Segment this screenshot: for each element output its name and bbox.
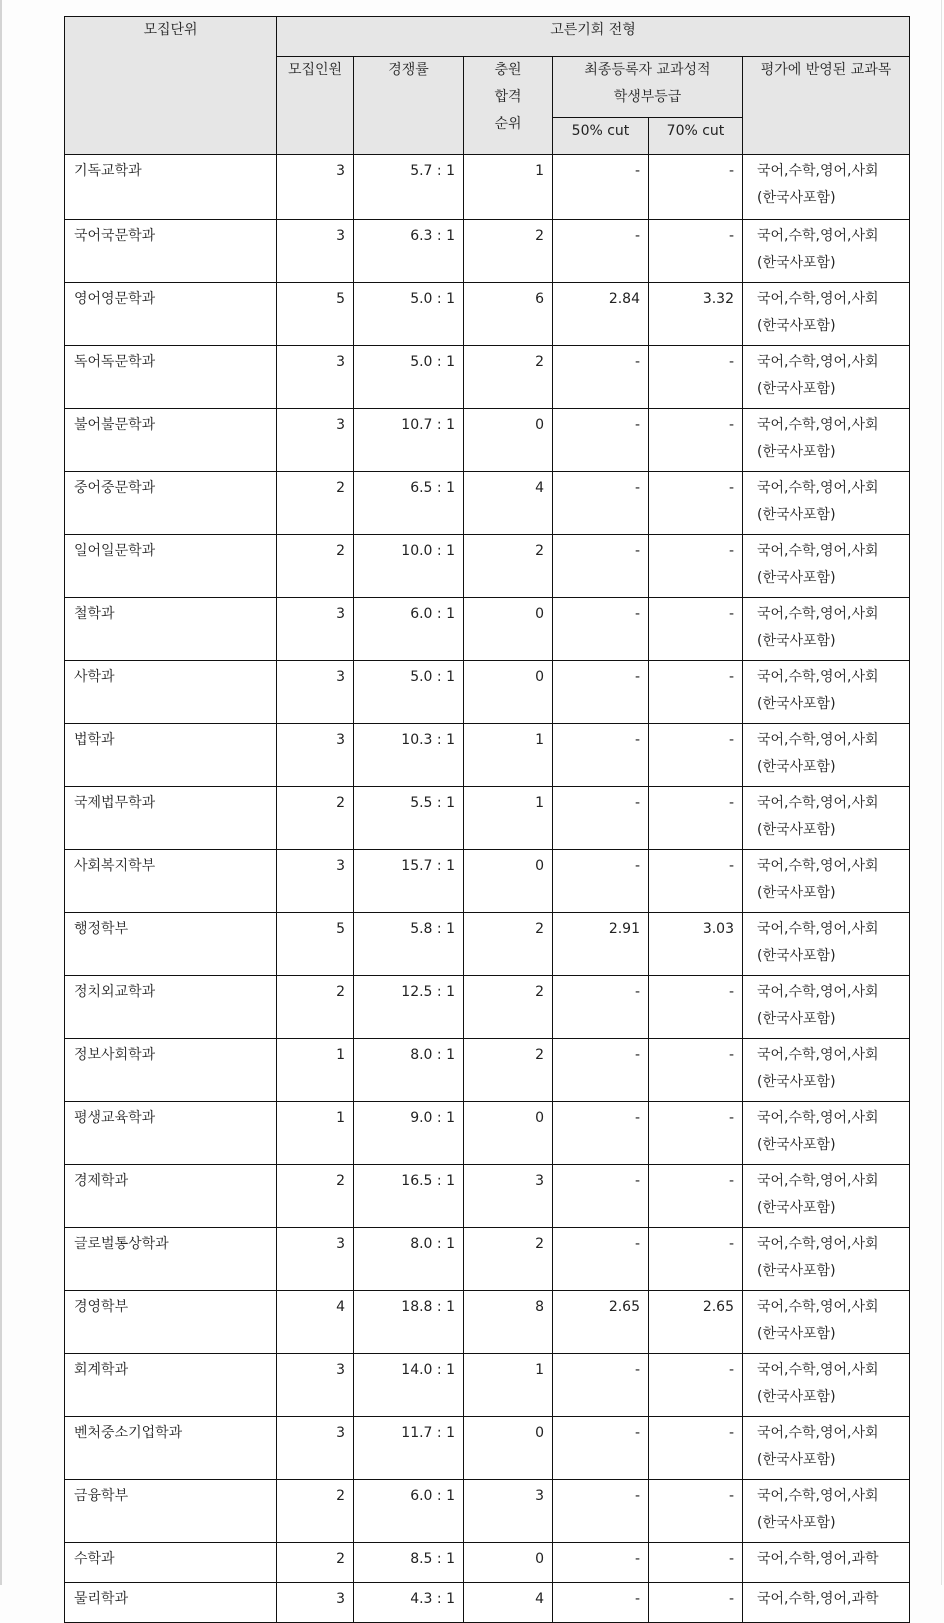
quota-cell: 2 bbox=[277, 787, 354, 850]
table-row bbox=[65, 346, 910, 409]
competition-rate-cell: 18.8 : 1 bbox=[354, 1291, 464, 1354]
department-name-cell: 경영학부 bbox=[65, 1291, 277, 1354]
competition-rate-cell: 5.0 : 1 bbox=[354, 661, 464, 724]
quota-cell: 2 bbox=[277, 535, 354, 598]
cut50-cell: - bbox=[553, 1165, 649, 1228]
quota-cell: 3 bbox=[277, 661, 354, 724]
subjects-cell bbox=[743, 1291, 910, 1354]
cut70-cell: - bbox=[649, 1039, 743, 1102]
cut50-cell: - bbox=[553, 787, 649, 850]
department-name-cell: 평생교육학과 bbox=[65, 1102, 277, 1165]
waitlist-rank-cell: 2 bbox=[464, 346, 553, 409]
quota-cell: 1 bbox=[277, 1102, 354, 1165]
waitlist-rank-cell: 6 bbox=[464, 283, 553, 346]
table-row bbox=[65, 472, 910, 535]
cut50-cell: - bbox=[553, 1354, 649, 1417]
subjects-line: (한국사포함) bbox=[757, 444, 836, 460]
quota-cell: 3 bbox=[277, 724, 354, 787]
waitlist-rank-cell: 2 bbox=[464, 976, 553, 1039]
competition-rate-cell: 8.0 : 1 bbox=[354, 1228, 464, 1291]
competition-rate-cell: 15.7 : 1 bbox=[354, 850, 464, 913]
cut70-cell: - bbox=[649, 409, 743, 472]
table-row bbox=[65, 976, 910, 1039]
department-name-cell: 사회복지학부 bbox=[65, 850, 277, 913]
subjects-cell bbox=[743, 724, 910, 787]
waitlist-rank-cell: 3 bbox=[464, 1480, 553, 1543]
subjects-cell bbox=[743, 1354, 910, 1417]
subjects-cell bbox=[743, 283, 910, 346]
competition-rate-cell: 5.8 : 1 bbox=[354, 913, 464, 976]
department-name-cell: 회계학과 bbox=[65, 1354, 277, 1417]
cut70-cell: - bbox=[649, 155, 743, 220]
subjects-line: 국어,수학,영어,과학 bbox=[757, 1551, 879, 1567]
subjects-line: 국어,수학,영어,사회 bbox=[757, 1236, 879, 1252]
header-grade-line: 최종등록자 교과성적 bbox=[584, 62, 711, 78]
subjects-line: (한국사포함) bbox=[757, 190, 836, 206]
table-row bbox=[65, 1417, 910, 1480]
department-name-cell: 정치외교학과 bbox=[65, 976, 277, 1039]
cut50-cell: - bbox=[553, 155, 649, 220]
subjects-line: 국어,수학,영어,사회 bbox=[757, 163, 879, 179]
competition-rate-cell: 12.5 : 1 bbox=[354, 976, 464, 1039]
subjects-cell bbox=[743, 1228, 910, 1291]
header-group: 고른기회 전형 bbox=[277, 17, 910, 57]
quota-cell: 5 bbox=[277, 283, 354, 346]
admission-results-table bbox=[64, 16, 910, 1623]
competition-rate-cell: 5.0 : 1 bbox=[354, 346, 464, 409]
department-name-cell: 행정학부 bbox=[65, 913, 277, 976]
subjects-line: (한국사포함) bbox=[757, 948, 836, 964]
cut70-cell: - bbox=[649, 1583, 743, 1623]
department-name-cell: 기독교학과 bbox=[65, 155, 277, 220]
subjects-cell bbox=[743, 661, 910, 724]
subjects-line: (한국사포함) bbox=[757, 507, 836, 523]
quota-cell: 3 bbox=[277, 1417, 354, 1480]
cut70-cell: 3.03 bbox=[649, 913, 743, 976]
waitlist-rank-cell: 2 bbox=[464, 1039, 553, 1102]
cut50-cell: - bbox=[553, 1480, 649, 1543]
quota-cell: 5 bbox=[277, 913, 354, 976]
subjects-line: (한국사포함) bbox=[757, 759, 836, 775]
cut50-cell: - bbox=[553, 1102, 649, 1165]
table-row bbox=[65, 1039, 910, 1102]
waitlist-rank-cell: 0 bbox=[464, 850, 553, 913]
table-row bbox=[65, 1583, 910, 1623]
cut50-cell: - bbox=[553, 661, 649, 724]
cut50-cell: 2.84 bbox=[553, 283, 649, 346]
cut70-cell: - bbox=[649, 1228, 743, 1291]
subjects-line: 국어,수학,영어,사회 bbox=[757, 228, 879, 244]
subjects-line: (한국사포함) bbox=[757, 1515, 836, 1531]
subjects-cell bbox=[743, 220, 910, 283]
subjects-cell bbox=[743, 155, 910, 220]
subjects-cell bbox=[743, 1583, 910, 1623]
cut70-cell: - bbox=[649, 787, 743, 850]
subjects-cell bbox=[743, 535, 910, 598]
quota-cell: 2 bbox=[277, 1165, 354, 1228]
header-waitlist bbox=[464, 57, 553, 155]
competition-rate-cell: 5.5 : 1 bbox=[354, 787, 464, 850]
subjects-cell bbox=[743, 913, 910, 976]
department-name-cell: 글로벌통상학과 bbox=[65, 1228, 277, 1291]
quota-cell: 3 bbox=[277, 598, 354, 661]
table-row bbox=[65, 220, 910, 283]
competition-rate-cell: 4.3 : 1 bbox=[354, 1583, 464, 1623]
waitlist-rank-cell: 2 bbox=[464, 220, 553, 283]
cut70-cell: - bbox=[649, 1165, 743, 1228]
department-name-cell: 일어일문학과 bbox=[65, 535, 277, 598]
department-name-cell: 금융학부 bbox=[65, 1480, 277, 1543]
cut70-cell: - bbox=[649, 535, 743, 598]
department-name-cell: 철학과 bbox=[65, 598, 277, 661]
subjects-line: 국어,수학,영어,사회 bbox=[757, 1047, 879, 1063]
cut70-cell: - bbox=[649, 220, 743, 283]
competition-rate-cell: 10.3 : 1 bbox=[354, 724, 464, 787]
table-row bbox=[65, 1102, 910, 1165]
header-subjects: 평가에 반영된 교과목 bbox=[743, 57, 910, 155]
subjects-cell bbox=[743, 1102, 910, 1165]
subjects-line: (한국사포함) bbox=[757, 381, 836, 397]
subjects-line: (한국사포함) bbox=[757, 1074, 836, 1090]
subjects-cell bbox=[743, 976, 910, 1039]
header-quota: 모집인원 bbox=[277, 57, 354, 155]
table-row bbox=[65, 409, 910, 472]
subjects-line: (한국사포함) bbox=[757, 1011, 836, 1027]
waitlist-rank-cell: 8 bbox=[464, 1291, 553, 1354]
department-name-cell: 영어영문학과 bbox=[65, 283, 277, 346]
cut50-cell: - bbox=[553, 1039, 649, 1102]
cut50-cell: - bbox=[553, 1228, 649, 1291]
competition-rate-cell: 16.5 : 1 bbox=[354, 1165, 464, 1228]
subjects-line: 국어,수학,영어,사회 bbox=[757, 354, 879, 370]
subjects-line: (한국사포함) bbox=[757, 1452, 836, 1468]
cut50-cell: - bbox=[553, 346, 649, 409]
quota-cell: 2 bbox=[277, 1480, 354, 1543]
subjects-line: 국어,수학,영어,사회 bbox=[757, 1110, 879, 1126]
subjects-line: 국어,수학,영어,사회 bbox=[757, 417, 879, 433]
department-name-cell: 중어중문학과 bbox=[65, 472, 277, 535]
department-name-cell: 불어불문학과 bbox=[65, 409, 277, 472]
competition-rate-cell: 6.0 : 1 bbox=[354, 1480, 464, 1543]
subjects-line: (한국사포함) bbox=[757, 570, 836, 586]
table-row bbox=[65, 1291, 910, 1354]
header-waitlist-line: 순위 bbox=[494, 116, 522, 132]
subjects-cell bbox=[743, 1543, 910, 1583]
subjects-line: 국어,수학,영어,사회 bbox=[757, 921, 879, 937]
table-row bbox=[65, 155, 910, 220]
subjects-line: (한국사포함) bbox=[757, 1389, 836, 1405]
cut70-cell: - bbox=[649, 598, 743, 661]
subjects-line: 국어,수학,영어,사회 bbox=[757, 984, 879, 1000]
subjects-line: 국어,수학,영어,과학 bbox=[757, 1591, 879, 1607]
table-row bbox=[65, 724, 910, 787]
cut50-cell: - bbox=[553, 976, 649, 1039]
table-row bbox=[65, 850, 910, 913]
subjects-cell bbox=[743, 409, 910, 472]
waitlist-rank-cell: 0 bbox=[464, 598, 553, 661]
competition-rate-cell: 6.3 : 1 bbox=[354, 220, 464, 283]
cut50-cell: - bbox=[553, 472, 649, 535]
subjects-line: 국어,수학,영어,사회 bbox=[757, 543, 879, 559]
subjects-cell bbox=[743, 1417, 910, 1480]
waitlist-rank-cell: 0 bbox=[464, 661, 553, 724]
subjects-line: (한국사포함) bbox=[757, 1326, 836, 1342]
department-name-cell: 법학과 bbox=[65, 724, 277, 787]
subjects-cell bbox=[743, 1039, 910, 1102]
department-name-cell: 경제학과 bbox=[65, 1165, 277, 1228]
cut50-cell: - bbox=[553, 724, 649, 787]
subjects-line: 국어,수학,영어,사회 bbox=[757, 1299, 879, 1315]
subjects-line: (한국사포함) bbox=[757, 1137, 836, 1153]
table-row bbox=[65, 1228, 910, 1291]
table-row bbox=[65, 535, 910, 598]
header-waitlist-line: 합격 bbox=[494, 89, 522, 105]
quota-cell: 3 bbox=[277, 850, 354, 913]
table-row bbox=[65, 913, 910, 976]
subjects-line: 국어,수학,영어,사회 bbox=[757, 606, 879, 622]
cut70-cell: - bbox=[649, 1354, 743, 1417]
subjects-line: (한국사포함) bbox=[757, 696, 836, 712]
quota-cell: 3 bbox=[277, 220, 354, 283]
waitlist-rank-cell: 4 bbox=[464, 472, 553, 535]
waitlist-rank-cell: 2 bbox=[464, 913, 553, 976]
department-name-cell: 사학과 bbox=[65, 661, 277, 724]
competition-rate-cell: 6.0 : 1 bbox=[354, 598, 464, 661]
subjects-line: (한국사포함) bbox=[757, 255, 836, 271]
header-unit: 모집단위 bbox=[65, 17, 277, 155]
cut70-cell: - bbox=[649, 661, 743, 724]
header-grade-group bbox=[553, 57, 743, 118]
department-name-cell: 수학과 bbox=[65, 1543, 277, 1583]
table-row bbox=[65, 661, 910, 724]
table-body bbox=[65, 155, 910, 1623]
competition-rate-cell: 8.5 : 1 bbox=[354, 1543, 464, 1583]
subjects-line: (한국사포함) bbox=[757, 885, 836, 901]
subjects-cell bbox=[743, 598, 910, 661]
table-row bbox=[65, 1354, 910, 1417]
quota-cell: 1 bbox=[277, 1039, 354, 1102]
department-name-cell: 국어국문학과 bbox=[65, 220, 277, 283]
department-name-cell: 국제법무학과 bbox=[65, 787, 277, 850]
cut70-cell: - bbox=[649, 724, 743, 787]
cut50-cell: - bbox=[553, 1543, 649, 1583]
quota-cell: 3 bbox=[277, 346, 354, 409]
competition-rate-cell: 6.5 : 1 bbox=[354, 472, 464, 535]
competition-rate-cell: 5.7 : 1 bbox=[354, 155, 464, 220]
competition-rate-cell: 11.7 : 1 bbox=[354, 1417, 464, 1480]
cut70-cell: 2.65 bbox=[649, 1291, 743, 1354]
cut50-cell: - bbox=[553, 535, 649, 598]
department-name-cell: 벤처중소기업학과 bbox=[65, 1417, 277, 1480]
quota-cell: 2 bbox=[277, 472, 354, 535]
waitlist-rank-cell: 1 bbox=[464, 155, 553, 220]
waitlist-rank-cell: 2 bbox=[464, 535, 553, 598]
cut50-cell: 2.91 bbox=[553, 913, 649, 976]
subjects-cell bbox=[743, 850, 910, 913]
header-grade-line: 학생부등급 bbox=[613, 89, 682, 105]
header-competition: 경쟁률 bbox=[354, 57, 464, 155]
subjects-line: 국어,수학,영어,사회 bbox=[757, 291, 879, 307]
subjects-line: 국어,수학,영어,사회 bbox=[757, 1362, 879, 1378]
subjects-line: 국어,수학,영어,사회 bbox=[757, 1488, 879, 1504]
cut70-cell: - bbox=[649, 1543, 743, 1583]
department-name-cell: 정보사회학과 bbox=[65, 1039, 277, 1102]
waitlist-rank-cell: 2 bbox=[464, 1228, 553, 1291]
header-cut70: 70% cut bbox=[649, 118, 743, 155]
cut50-cell: - bbox=[553, 409, 649, 472]
subjects-cell bbox=[743, 1480, 910, 1543]
subjects-line: 국어,수학,영어,사회 bbox=[757, 732, 879, 748]
competition-rate-cell: 9.0 : 1 bbox=[354, 1102, 464, 1165]
subjects-line: 국어,수학,영어,사회 bbox=[757, 795, 879, 811]
table-row bbox=[65, 1543, 910, 1583]
competition-rate-cell: 8.0 : 1 bbox=[354, 1039, 464, 1102]
quota-cell: 3 bbox=[277, 1354, 354, 1417]
subjects-cell bbox=[743, 472, 910, 535]
department-name-cell: 물리학과 bbox=[65, 1583, 277, 1623]
waitlist-rank-cell: 3 bbox=[464, 1165, 553, 1228]
subjects-line: 국어,수학,영어,사회 bbox=[757, 1425, 879, 1441]
subjects-cell bbox=[743, 346, 910, 409]
cut50-cell: - bbox=[553, 1583, 649, 1623]
cut70-cell: - bbox=[649, 472, 743, 535]
cut50-cell: - bbox=[553, 598, 649, 661]
cut50-cell: - bbox=[553, 1417, 649, 1480]
cut70-cell: 3.32 bbox=[649, 283, 743, 346]
quota-cell: 3 bbox=[277, 1228, 354, 1291]
subjects-line: (한국사포함) bbox=[757, 822, 836, 838]
table-row bbox=[65, 1165, 910, 1228]
waitlist-rank-cell: 0 bbox=[464, 409, 553, 472]
cut70-cell: - bbox=[649, 1480, 743, 1543]
cut70-cell: - bbox=[649, 1417, 743, 1480]
table-row bbox=[65, 283, 910, 346]
cut50-cell: - bbox=[553, 220, 649, 283]
table-header bbox=[65, 17, 910, 155]
table-row bbox=[65, 598, 910, 661]
cut70-cell: - bbox=[649, 346, 743, 409]
cut70-cell: - bbox=[649, 850, 743, 913]
header-waitlist-line: 충원 bbox=[494, 62, 522, 78]
competition-rate-cell: 5.0 : 1 bbox=[354, 283, 464, 346]
quota-cell: 2 bbox=[277, 976, 354, 1039]
quota-cell: 2 bbox=[277, 1543, 354, 1583]
quota-cell: 3 bbox=[277, 409, 354, 472]
subjects-line: (한국사포함) bbox=[757, 1200, 836, 1216]
subjects-line: (한국사포함) bbox=[757, 318, 836, 334]
cut50-cell: 2.65 bbox=[553, 1291, 649, 1354]
cut70-cell: - bbox=[649, 976, 743, 1039]
subjects-line: 국어,수학,영어,사회 bbox=[757, 669, 879, 685]
waitlist-rank-cell: 0 bbox=[464, 1417, 553, 1480]
table-row bbox=[65, 1480, 910, 1543]
table-row bbox=[65, 787, 910, 850]
waitlist-rank-cell: 0 bbox=[464, 1543, 553, 1583]
competition-rate-cell: 10.7 : 1 bbox=[354, 409, 464, 472]
quota-cell: 4 bbox=[277, 1291, 354, 1354]
cut70-cell: - bbox=[649, 1102, 743, 1165]
department-name-cell: 독어독문학과 bbox=[65, 346, 277, 409]
competition-rate-cell: 14.0 : 1 bbox=[354, 1354, 464, 1417]
waitlist-rank-cell: 1 bbox=[464, 724, 553, 787]
waitlist-rank-cell: 1 bbox=[464, 787, 553, 850]
quota-cell: 3 bbox=[277, 155, 354, 220]
waitlist-rank-cell: 1 bbox=[464, 1354, 553, 1417]
competition-rate-cell: 10.0 : 1 bbox=[354, 535, 464, 598]
subjects-line: 국어,수학,영어,사회 bbox=[757, 858, 879, 874]
quota-cell: 3 bbox=[277, 1583, 354, 1623]
cut50-cell: - bbox=[553, 850, 649, 913]
subjects-cell bbox=[743, 787, 910, 850]
waitlist-rank-cell: 4 bbox=[464, 1583, 553, 1623]
subjects-line: (한국사포함) bbox=[757, 1263, 836, 1279]
header-cut50: 50% cut bbox=[553, 118, 649, 155]
subjects-line: (한국사포함) bbox=[757, 633, 836, 649]
waitlist-rank-cell: 0 bbox=[464, 1102, 553, 1165]
subjects-cell bbox=[743, 1165, 910, 1228]
subjects-line: 국어,수학,영어,사회 bbox=[757, 480, 879, 496]
subjects-line: 국어,수학,영어,사회 bbox=[757, 1173, 879, 1189]
